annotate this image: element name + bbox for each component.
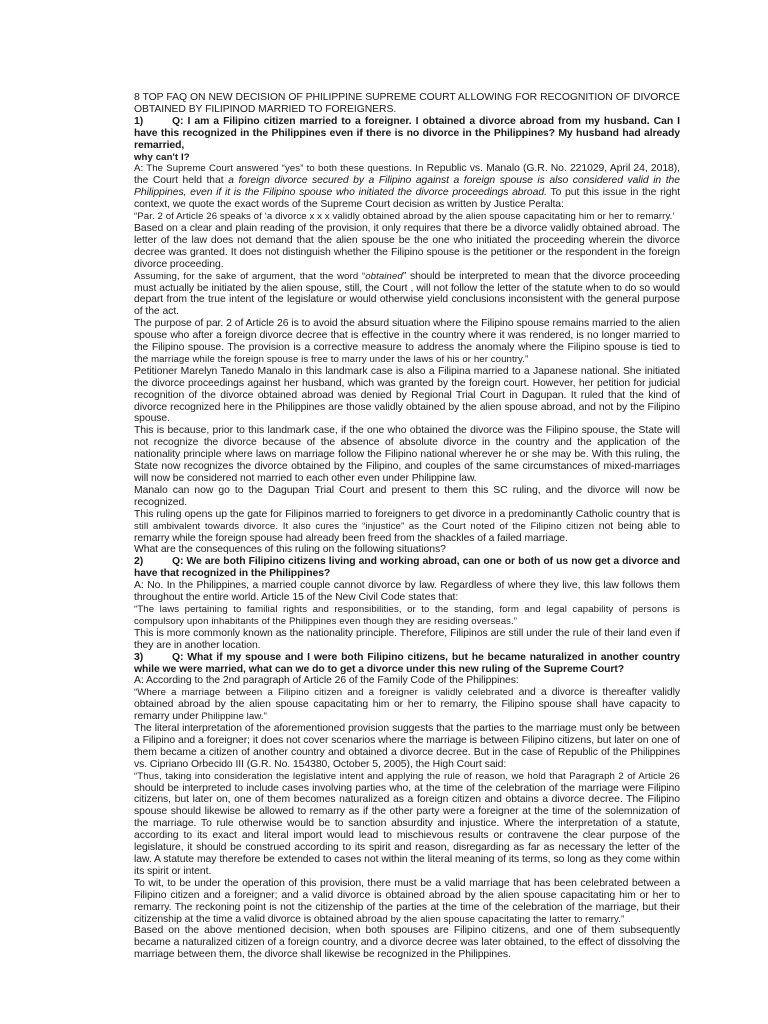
case-citation: Republic vs. Manalo (G.R. No. 221029, April 24, 2018), the Court held that [134,163,681,187]
holding-text: a foreign divorce secured by a Filipino against a foreign spouse is also considered valid in the Philippines, even if it is the Filipino spouse who initiated the divorce proceedings abroad. [134,175,680,199]
quote-body: should be interpreted to include cases involving parties who, at the time of the celebration of the marriage were Filipino citizens, but later on, one of them becomes naturalized as a foreign citizen and obtains a divorce decree. The Filipino spouse should likewise be allowed to remarry as if the other party were a foreigner at the time of the solemnization of the marriage. To rule otherwise would be to sanction absurdity and injustice. Where the interpretation of a statute, according to its exact and literal import would lead to mischievous results or contravene the clear purpose of the legislature, it should be construed according to its spirit and reason, disregarding as far as necessary the letter of the law. A statute may therefore be extended to cases not within the literal meaning of its terms, so long as they come within its spirit or intent. [134,782,680,877]
answer-1-paragraph [134,163,680,211]
answer-3-paragraph: A: According to the 2nd paragraph of Article 26 of the Family Code of the Philippines: [134,675,519,687]
paragraph-lead: Assuming, for the sake of argument, that the word “ [134,270,366,282]
quote-lead: “Where a marriage between a Filipino citizen and a foreigner is validly celebrated [134,687,514,699]
question-number: 1) [134,115,144,127]
question-text: Q: What if my spouse and I were both Filipino citizens, but he became naturalized in another country while we were married, what can we do to get a divorce under this new ruling of the Supreme Court? [134,651,680,675]
answer-1-paragraph-3 [134,271,680,319]
answer-1-paragraph-9: What are the consequences of this ruling on the following situations? [134,544,446,556]
paragraph-tail: marriage while the foreign spouse is free to marry under the laws of his or her country.” [151,353,529,365]
answer-1-paragraph-5: Petitioner Marelyn Tanedo Manalo in this landmark case is also a Filipina married to a Japanese national. She initiated the divorce proceedings against her husband, which was granted by the foreign court. However, her petition for judicial recognition of the divorce obtained abroad was denied by Regional Trial Court in Dagupan. It ruled that the kind of divorce recognized here in the Philippines are those validly obtained by the alien spouse abroad, and not by the Filipino spouse. [134,365,680,425]
paragraph-middle: still ambivalent towards divorce. It also cures the “injustice” as the Court noted of the Filipino citizen [134,520,595,532]
quote-lead: “Thus, taking into consideration the legislative intent and applying the rule of reason, we hold that Paragraph 2 of Article 26 [134,770,680,782]
paragraph-body: The purpose of par. 2 of Article 26 is to avoid the absurd situation where the Filipino spouse remains married to the alien spouse who after a foreign divorce decree that is effective in the country where it was rendered, is no longer married to the Filipino spouse. The provision is a corrective measure to address the anomaly where the Filipino spouse is tied to the [134,318,680,365]
question-1-end: why can't I? [134,151,190,163]
question-number: 3) [134,651,144,663]
answer-1-paragraph-7: Manalo can now go to the Dagupan Trial Court and present to them this SC ruling, and the divorce will now be recognized. [134,484,680,508]
paragraph-rest: ” should be interpreted to mean that the divorce proceeding must actually be initiated by the alien spouse, still, the Court , will not follow the letter of the statute when to do so would depart from the true intent of the legislature or would otherwise yield conclusions inconsistent with the general purpose of the act. [134,270,680,318]
question-3 [134,652,680,676]
quote-article-15: “The laws pertaining to familial rights and responsibilities, or to the standing, form and legal capability of persons is compulsory upon inhabitants of the Philippines even though they are residing overseas.” [134,603,680,627]
quote-orbecido [134,771,680,878]
answer-1-paragraph-8 [134,509,680,545]
answer-3-paragraph-4: Based on the above mentioned decision, when both spouses are Filipino citizens, and one of them subsequently became a naturalized citizen of a foreign country, and a divorce decree was later obtained, to the effect of dissolving the marriage between them, the divorce shall likewise be recognized in the Philippines. [134,925,680,961]
paragraph-tail: not being able to remarry while the foreign spouse had already been freed from the shackles of a failed marriage. [134,520,680,544]
document-page [134,92,680,961]
question-text: Q: I am a Filipino citizen married to a foreigner. I obtained a divorce abroad from my husband. Can I have this recognized in the Philippines even if there is no divorce in the Philippines? My husband had already remarried, [134,115,680,151]
answer-3-paragraph-2: The literal interpretation of the aforementioned provision suggests that the parties to the marriage must only be between a Filipino and a foreigner; it does not cover scenarios where the marriage is between Filipino citizens, but later on one of them became a citizen of another country and obtained a divorce decree. But in the case of Republic of the Philippines vs. Cipriano Orbecido III (G.R. No. 154380, October 5, 2005), the High Court said: [134,723,680,770]
quoted-word: obtained [365,270,403,282]
answer-3-paragraph-3 [134,878,680,926]
question-text: Q: We are both Filipino citizens living and working abroad, can one or both of us now get a divorce and have that recognized in the Philippines? [134,556,680,580]
answer-context: To put this issue in the right context, we quote the exact words of the Supreme Court decision as written by Justice Peralta: [134,187,680,211]
answer-lead: A: The Supreme Court answered “yes” to both these questions. In [134,163,427,175]
paragraph-tail: d by the alien spouse capacitating the latter to remarry.” [382,913,625,925]
quote-body: and a divorce is thereafter validly obtained abroad by the alien spouse capacitating him or her to remarry, the Filipino spouse shall have capacity to remarry under [134,687,680,723]
question-number: 2) [134,556,144,568]
quote-family-code [134,687,680,723]
answer-1-paragraph-6: This is because, prior to this landmark case, if the one who obtained the divorce was the Filipino spouse, the State will not recognize the divorce because of the absence of absolute divorce in the country and the application of the nationality principle where laws on marriage follow the Filipino national wherever he or she may be. With this ruling, the State now recognizes the divorce obtained by the Filipino, and couples of the same circumstances of mixed-marriages will now be considered not married to each other even under Philippine law. [134,425,680,484]
answer-1-paragraph-2: Based on a clear and plain reading of the provision, it only requires that there be a divorce validly obtained abroad. The letter of the law does not demand that the alien spouse be the one who initiated the proceeding wherein the divorce decree was granted. It does not distinguish whether the Filipino spouse is the petitioner or the respondent in the foreign divorce proceeding. [134,222,680,270]
quote-article-26: “Par. 2 of Article 26 speaks of ‘a divorce x x x validly obtained abroad by the alien spouse capacitating him or her to remarry.’ [134,211,675,223]
quote-tail: Philippine law.” [201,711,267,723]
question-2 [134,556,680,580]
answer-2-paragraph: A: No. In the Philippines, a married couple cannot divorce by law. Regardless of where they live, this law follows them throughout the entire world. Article 15 of the New Civil Code states that: [134,580,680,604]
paragraph-body: To wit, to be under the operation of this provision, there must be a valid marriage that has been celebrated between a Filipino citizen and a foreigner; and a valid divorce is obtained abroad by the alien spouse capacitating him or her to remarry. The reckoning point is not the citizenship of the parties at the time of the celebration of the marriage, but their citizenship at the time a valid divorce is obtained abroa [134,877,680,925]
answer-2-paragraph-2: This is more commonly known as the nationality principle. Therefore, Filipinos are still under the rule of their land even if they are in another location. [134,627,680,651]
question-1 [134,116,680,152]
paragraph-body: This ruling opens up the gate for Filipinos married to foreigners to get divorce in a predominantly Catholic country that is [134,508,680,520]
document-title: 8 TOP FAQ ON NEW DECISION OF PHILIPPINE SUPREME COURT ALLOWING FOR RECOGNITION OF DIVORCE OBTAINED BY FILIPINOD MARRIED TO FOREIGNERS. [134,92,680,115]
answer-1-paragraph-4 [134,318,680,366]
